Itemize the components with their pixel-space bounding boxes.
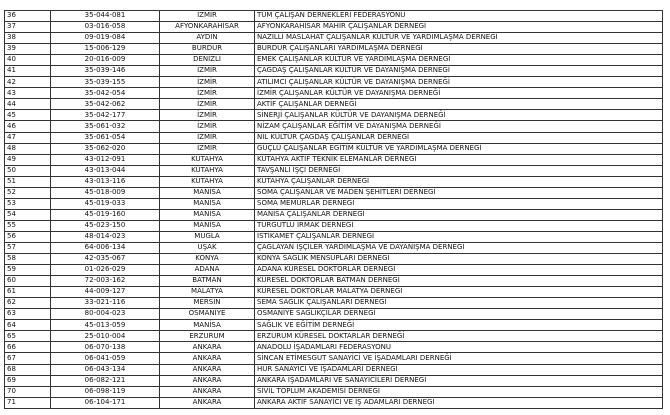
table-row	[5, 176, 663, 187]
row-number-cell: 63	[5, 309, 51, 320]
row-number-cell: 57	[5, 242, 51, 253]
city-cell: OSMANİYE	[160, 309, 255, 320]
row-number-cell: 56	[5, 231, 51, 242]
row-number-cell: 36	[5, 11, 51, 22]
association-name-cell: SOMA ÇALIŞANLAR VE MADEN ŞEHİTLERİ DERNEĞİ	[255, 187, 663, 198]
association-name-cell: AKTİF ÇALIŞANLAR DERNEĞİ	[255, 99, 663, 110]
city-cell: BATMAN	[160, 276, 255, 287]
table-row	[5, 22, 663, 33]
row-number-cell: 37	[5, 22, 51, 33]
table-body	[5, 11, 663, 409]
association-name-cell: KONYA SAĞLIK MENSUPLARI DERNEĞİ	[255, 254, 663, 265]
row-number-cell: 59	[5, 265, 51, 276]
association-name-cell: ANADOLU İŞADAMLARI FEDERASYONU	[255, 342, 663, 353]
registry-number-cell: 42-035-067	[51, 254, 160, 265]
registry-number-cell: 35-044-081	[51, 11, 160, 22]
table-row	[5, 397, 663, 408]
table-row	[5, 110, 663, 121]
association-name-cell: KÜTAHYA AKTİF TEKNİK ELEMANLAR DERNEĞİ	[255, 154, 663, 165]
city-cell: İZMİR	[160, 121, 255, 132]
table-row	[5, 353, 663, 364]
city-cell: ANKARA	[160, 364, 255, 375]
association-name-cell: ERZURUM KÜRESEL DOKTARLAR DERNEĞİ	[255, 331, 663, 342]
row-number-cell: 47	[5, 132, 51, 143]
row-number-cell: 41	[5, 66, 51, 77]
registry-number-cell: 35-039-146	[51, 66, 160, 77]
row-number-cell: 53	[5, 198, 51, 209]
association-name-cell: EMEK ÇALIŞANLAR KÜLTÜR VE YARDIMLAŞMA DERNEĞİ	[255, 55, 663, 66]
registry-number-cell: 43-012-091	[51, 154, 160, 165]
registry-number-cell: 35-042-177	[51, 110, 160, 121]
city-cell: MANİSA	[160, 220, 255, 231]
table-row	[5, 66, 663, 77]
table-row	[5, 33, 663, 44]
city-cell: İZMİR	[160, 110, 255, 121]
row-number-cell: 69	[5, 375, 51, 386]
row-number-cell: 71	[5, 397, 51, 408]
registry-number-cell: 43-013-116	[51, 176, 160, 187]
table-row	[5, 254, 663, 265]
city-cell: UŞAK	[160, 242, 255, 253]
row-number-cell: 54	[5, 209, 51, 220]
city-cell: MALATYA	[160, 287, 255, 298]
row-number-cell: 40	[5, 55, 51, 66]
table-row	[5, 143, 663, 154]
city-cell: AFYONKARAHİSAR	[160, 22, 255, 33]
table-row	[5, 342, 663, 353]
registry-number-cell: 72-003-162	[51, 276, 160, 287]
row-number-cell: 70	[5, 386, 51, 397]
table-row	[5, 209, 663, 220]
row-number-cell: 39	[5, 44, 51, 55]
association-name-cell: ANKARA AKTİF SANAYİCİ VE İŞ ADAMLARI DERNEĞİ	[255, 397, 663, 408]
row-number-cell: 55	[5, 220, 51, 231]
table-row	[5, 265, 663, 276]
row-number-cell: 64	[5, 320, 51, 331]
table-row	[5, 44, 663, 55]
city-cell: DENİZLİ	[160, 55, 255, 66]
registry-number-cell: 44-009-127	[51, 287, 160, 298]
city-cell: İZMİR	[160, 99, 255, 110]
association-name-cell: MANİSA ÇALIŞANLAR DERNEĞİ	[255, 209, 663, 220]
row-number-cell: 66	[5, 342, 51, 353]
table-row	[5, 121, 663, 132]
city-cell: ANKARA	[160, 397, 255, 408]
city-cell: ANKARA	[160, 342, 255, 353]
association-name-cell: TAVŞANLI İŞÇİ DERNEĞİ	[255, 165, 663, 176]
row-number-cell: 45	[5, 110, 51, 121]
registry-number-cell: 06-098-119	[51, 386, 160, 397]
association-name-cell: NAZİLLİ MASLAHAT ÇALIŞANLAR KÜLTÜR VE YARDIMLAŞMA DERNEĞİ	[255, 33, 663, 44]
table-row	[5, 364, 663, 375]
association-name-cell: SOMA MEMURLAR DERNEĞİ	[255, 198, 663, 209]
association-name-cell: TURGUTLU IRMAK DERNEĞİ	[255, 220, 663, 231]
row-number-cell: 51	[5, 176, 51, 187]
association-name-cell: KÜTAHYA ÇALIŞANLAR DERNEĞİ	[255, 176, 663, 187]
association-name-cell: ÇAĞDAŞ ÇALIŞANLAR KÜLTÜR VE DAYANIŞMA DERNEĞİ	[255, 66, 663, 77]
table-row	[5, 11, 663, 22]
city-cell: İZMİR	[160, 132, 255, 143]
city-cell: İZMİR	[160, 143, 255, 154]
association-name-cell: SEMA SAĞLIK ÇALIŞANLARI DERNEĞİ	[255, 298, 663, 309]
table-row	[5, 77, 663, 88]
document-page	[4, 10, 662, 409]
association-name-cell: ADANA KÜRESEL DOKTORLAR DERNEĞİ	[255, 265, 663, 276]
association-name-cell: İSTİKAMET ÇALIŞANLAR DERNEĞİ	[255, 231, 663, 242]
association-name-cell: SİNERJİ ÇALIŞANLAR KÜLTÜR VE DAYANIŞMA DERNEĞİ	[255, 110, 663, 121]
table-row	[5, 165, 663, 176]
registry-number-cell: 06-043-134	[51, 364, 160, 375]
association-name-cell: HÜR SANAYİCİ VE İŞADAMLARI DERNEĞİ	[255, 364, 663, 375]
row-number-cell: 43	[5, 88, 51, 99]
association-name-cell: ÇAĞLAYAN İŞÇİLER YARDIMLAŞMA VE DAYANIŞMA DERNEĞİ	[255, 242, 663, 253]
registry-number-cell: 35-061-032	[51, 121, 160, 132]
row-number-cell: 46	[5, 121, 51, 132]
registry-number-cell: 01-026-029	[51, 265, 160, 276]
city-cell: İZMİR	[160, 88, 255, 99]
registry-number-cell: 15-006-129	[51, 44, 160, 55]
registry-number-cell: 45-018-009	[51, 187, 160, 198]
registry-number-cell: 35-039-155	[51, 77, 160, 88]
row-number-cell: 42	[5, 77, 51, 88]
association-name-cell: TÜM ÇALIŞAN DERNEKLERİ FEDERASYONU	[255, 11, 663, 22]
row-number-cell: 67	[5, 353, 51, 364]
association-name-cell: KÜRESEL DOKTORLAR MALATYA DERNEĞİ	[255, 287, 663, 298]
association-list-table	[4, 10, 663, 409]
table-row	[5, 309, 663, 320]
table-row	[5, 55, 663, 66]
city-cell: KÜTAHYA	[160, 154, 255, 165]
city-cell: BURDUR	[160, 44, 255, 55]
city-cell: MANİSA	[160, 209, 255, 220]
city-cell: MANİSA	[160, 187, 255, 198]
table-row	[5, 287, 663, 298]
row-number-cell: 38	[5, 33, 51, 44]
city-cell: MERSİN	[160, 298, 255, 309]
row-number-cell: 50	[5, 165, 51, 176]
city-cell: İZMİR	[160, 11, 255, 22]
city-cell: ANKARA	[160, 375, 255, 386]
registry-number-cell: 48-014-023	[51, 231, 160, 242]
row-number-cell: 58	[5, 254, 51, 265]
association-name-cell: SİNCAN ETİMESGUT SANAYİCİ VE İŞADAMLARI DERNEĞİ	[255, 353, 663, 364]
row-number-cell: 65	[5, 331, 51, 342]
association-name-cell: ANKARA İŞADAMLARI VE SANAYİCİLERİ DERNEĞİ	[255, 375, 663, 386]
city-cell: MUĞLA	[160, 231, 255, 242]
city-cell: AYDIN	[160, 33, 255, 44]
row-number-cell: 62	[5, 298, 51, 309]
registry-number-cell: 45-013-059	[51, 320, 160, 331]
row-number-cell: 52	[5, 187, 51, 198]
registry-number-cell: 43-013-044	[51, 165, 160, 176]
registry-number-cell: 64-006-134	[51, 242, 160, 253]
city-cell: KONYA	[160, 254, 255, 265]
city-cell: MANİSA	[160, 320, 255, 331]
city-cell: İZMİR	[160, 66, 255, 77]
registry-number-cell: 35-042-054	[51, 88, 160, 99]
table-row	[5, 187, 663, 198]
registry-number-cell: 03-016-058	[51, 22, 160, 33]
registry-number-cell: 45-023-150	[51, 220, 160, 231]
table-row	[5, 320, 663, 331]
association-name-cell: NİL KÜLTÜR ÇAĞDAŞ ÇALIŞANLAR DERNEĞİ	[255, 132, 663, 143]
row-number-cell: 60	[5, 276, 51, 287]
registry-number-cell: 06-041-059	[51, 353, 160, 364]
city-cell: ADANA	[160, 265, 255, 276]
registry-number-cell: 09-019-084	[51, 33, 160, 44]
table-row	[5, 99, 663, 110]
registry-number-cell: 35-061-054	[51, 132, 160, 143]
association-name-cell: GÜÇLÜ ÇALIŞANLAR EĞİTİM KÜLTÜR VE YARDIMLAŞMA DERNEĞİ	[255, 143, 663, 154]
city-cell: MANİSA	[160, 198, 255, 209]
registry-number-cell: 35-062-020	[51, 143, 160, 154]
registry-number-cell: 25-010-004	[51, 331, 160, 342]
table-row	[5, 242, 663, 253]
table-row	[5, 154, 663, 165]
table-row	[5, 220, 663, 231]
row-number-cell: 68	[5, 364, 51, 375]
association-name-cell: AFYONKARAHİSAR MAHİR ÇALIŞANLAR DERNEĞİ	[255, 22, 663, 33]
registry-number-cell: 06-104-171	[51, 397, 160, 408]
registry-number-cell: 33-021-116	[51, 298, 160, 309]
association-name-cell: OSMANİYE SAĞLIKÇILAR DERNEĞİ	[255, 309, 663, 320]
registry-number-cell: 45-019-033	[51, 198, 160, 209]
association-name-cell: ATILIMCI ÇALIŞANLAR KÜLTÜR VE DAYANIŞMA DERNEĞİ	[255, 77, 663, 88]
city-cell: ANKARA	[160, 353, 255, 364]
table-row	[5, 88, 663, 99]
registry-number-cell: 06-082-121	[51, 375, 160, 386]
table-row	[5, 298, 663, 309]
row-number-cell: 44	[5, 99, 51, 110]
row-number-cell: 48	[5, 143, 51, 154]
association-name-cell: NİZAM ÇALIŞANLAR EĞİTİM VE DAYANIŞMA DERNEĞİ	[255, 121, 663, 132]
row-number-cell: 61	[5, 287, 51, 298]
city-cell: ERZURUM	[160, 331, 255, 342]
table-row	[5, 375, 663, 386]
registry-number-cell: 45-019-160	[51, 209, 160, 220]
registry-number-cell: 20-016-009	[51, 55, 160, 66]
association-name-cell: İZMİR ÇALIŞANLAR KÜLTÜR VE DAYANIŞMA DERNEĞİ	[255, 88, 663, 99]
table-row	[5, 231, 663, 242]
registry-number-cell: 06-070-138	[51, 342, 160, 353]
association-name-cell: SİVİL TOPLUM AKADEMİSİ DERNEĞİ	[255, 386, 663, 397]
city-cell: ANKARA	[160, 386, 255, 397]
row-number-cell: 49	[5, 154, 51, 165]
city-cell: KÜTAHYA	[160, 176, 255, 187]
registry-number-cell: 35-042-062	[51, 99, 160, 110]
table-row	[5, 276, 663, 287]
association-name-cell: KÜRESEL DOKTORLAR BATMAN DERNEĞİ	[255, 276, 663, 287]
table-row	[5, 198, 663, 209]
table-row	[5, 386, 663, 397]
association-name-cell: SAĞLIK VE EĞİTİM DERNEĞİ	[255, 320, 663, 331]
city-cell: İZMİR	[160, 77, 255, 88]
table-row	[5, 331, 663, 342]
association-name-cell: BURDUR ÇALIŞANLARI YARDIMLAŞMA DERNEĞİ	[255, 44, 663, 55]
city-cell: KÜTAHYA	[160, 165, 255, 176]
table-row	[5, 132, 663, 143]
registry-number-cell: 80-004-023	[51, 309, 160, 320]
